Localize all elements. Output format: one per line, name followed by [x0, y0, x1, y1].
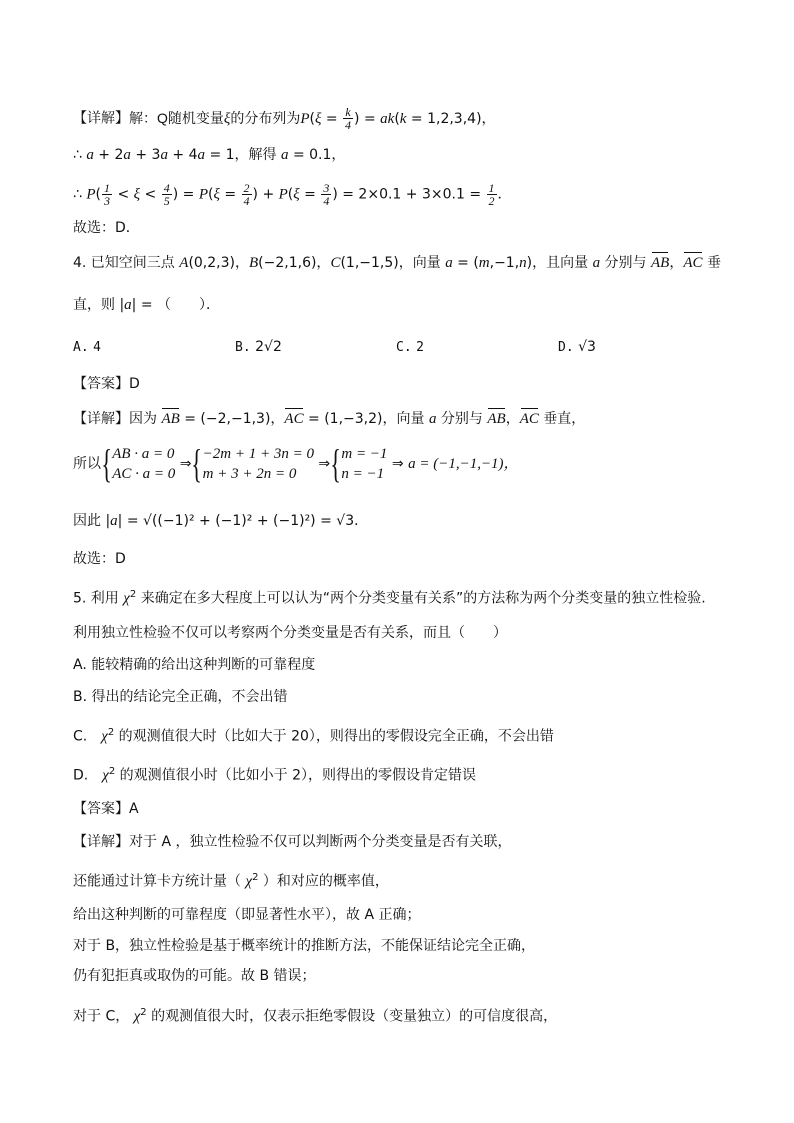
q4-detail-line1: 【详解】因为 AB = (−2,−1,3)，AC = (1,−3,2)，向量 a 分别与 AB，AC 垂直，	[73, 411, 586, 427]
q3-detail-line1	[73, 106, 496, 131]
q5-option-c: C. $\chi^2$ 的观测值很大时（比如大于 20），则得出的零假设完全正确，不会出错	[73, 727, 554, 745]
sys1-a: AB · a = 0	[112, 446, 175, 462]
q3-conclusion: 故选：D．	[73, 220, 140, 236]
q5-detail-3: 给出这种判断的可靠程度（即显著性水平），故 A 正确；	[73, 907, 421, 923]
q5-answer: 【答案】A	[73, 801, 139, 817]
sys-prefix: 所以	[73, 456, 101, 472]
sys3-b: n = −1	[341, 466, 385, 482]
q3-detail-line2: ∴ a + 2a + 3a + 4a = 1，解得 a = 0.1，	[73, 147, 346, 163]
q4-choice-b: B. 2√2	[235, 339, 282, 355]
sys1-b: AC · a = 0	[112, 466, 176, 482]
q4-choice-c: C. 2	[396, 340, 424, 355]
q4-choice-a: A. 4	[73, 340, 101, 355]
q5-detail-4: 对于 B，独立性检验是基于概率统计的推断方法，不能保证结论完全正确，	[73, 938, 536, 954]
q5-stem-line2: 利用独立性检验不仅可以考察两个分类变量是否有关系，而且（ ）	[73, 625, 507, 641]
q5-detail-1: 【详解】对于 A ，独立性检验不仅可以判断两个分类变量是否有关联，	[73, 834, 512, 850]
sys-result: a = (−1,−1,−1)，	[408, 456, 519, 472]
q4-conclusion: 故选：D	[73, 551, 126, 567]
q4-answer: 【答案】D	[73, 376, 140, 392]
q5-detail-5: 仍有犯拒真或取伪的可能。故 B 错误；	[73, 968, 316, 984]
sys2-b: m + 3 + 2n = 0	[202, 466, 297, 482]
q4-detail-line3: 因此 |a| = √((−1)² + (−1)² + (−1)²) = √3．	[73, 513, 369, 529]
q5-option-d: D. $\chi^2$ 的观测值很小时（比如小于 2），则得出的零假设肯定错误	[73, 766, 477, 784]
q3-detail-text: 解：Q随机变量ξ的分布列为P(ξ = $\frac{k}{4}$ ) = ak(k = 1,2,3,4)，	[129, 105, 496, 132]
q5-detail-2: 还能通过计算卡方统计量（ $\chi^2$ ）和对应的概率值，	[73, 872, 389, 890]
q5-option-b: B. 得出的结论完全正确，不会出错	[73, 689, 288, 705]
q5-detail-6: 对于 C， $\chi^2$ 的观测值很大时，仅表示拒绝零假设（变量独立）的可信度很高，	[73, 1007, 558, 1025]
sys3-a: m = −1	[341, 446, 388, 462]
detail-label: 【详解】	[73, 110, 129, 127]
q4-stem-line2: 直，则 |a| = （ ）．	[73, 297, 221, 313]
q3-detail-line3: ∴ P( $\frac{1}{3}$ < ξ < $\frac{4}{5}$ ) = P(ξ = $\frac{2}{4}$ ) + P(ξ = $\frac{3}{4}$ ) = 2×0.1 + 3×0.1 = $\frac{1}{2}$ ．	[73, 181, 512, 208]
q4-choice-d: D. √3	[558, 339, 596, 355]
sys2-a: −2m + 1 + 3n = 0	[202, 446, 314, 462]
q4-detail-system: 所以{AB · a = 0 AC · a = 0 ⇒{−2m + 1 + 3n = 0 m + 3 + 2n = 0 ⇒{m = −1 n = −1 ⇒ a = (−1,−1,−1)，	[73, 441, 519, 486]
q5-stem-line1: 5. 利用 $\chi^2$ 来确定在多大程度上可以认为“两个分类变量有关系”的方法称为两个分类变量的独立性检验.	[73, 589, 706, 607]
q4-stem-line1: 4. 已知空间三点 A(0,2,3)，B(−2,1,6)，C(1,−1,5)，向量 a = (m,−1,n)，且向量 a 分别与 AB，AC 垂	[73, 255, 721, 271]
q5-option-a: A. 能较精确的给出这种判断的可靠程度	[73, 657, 316, 673]
